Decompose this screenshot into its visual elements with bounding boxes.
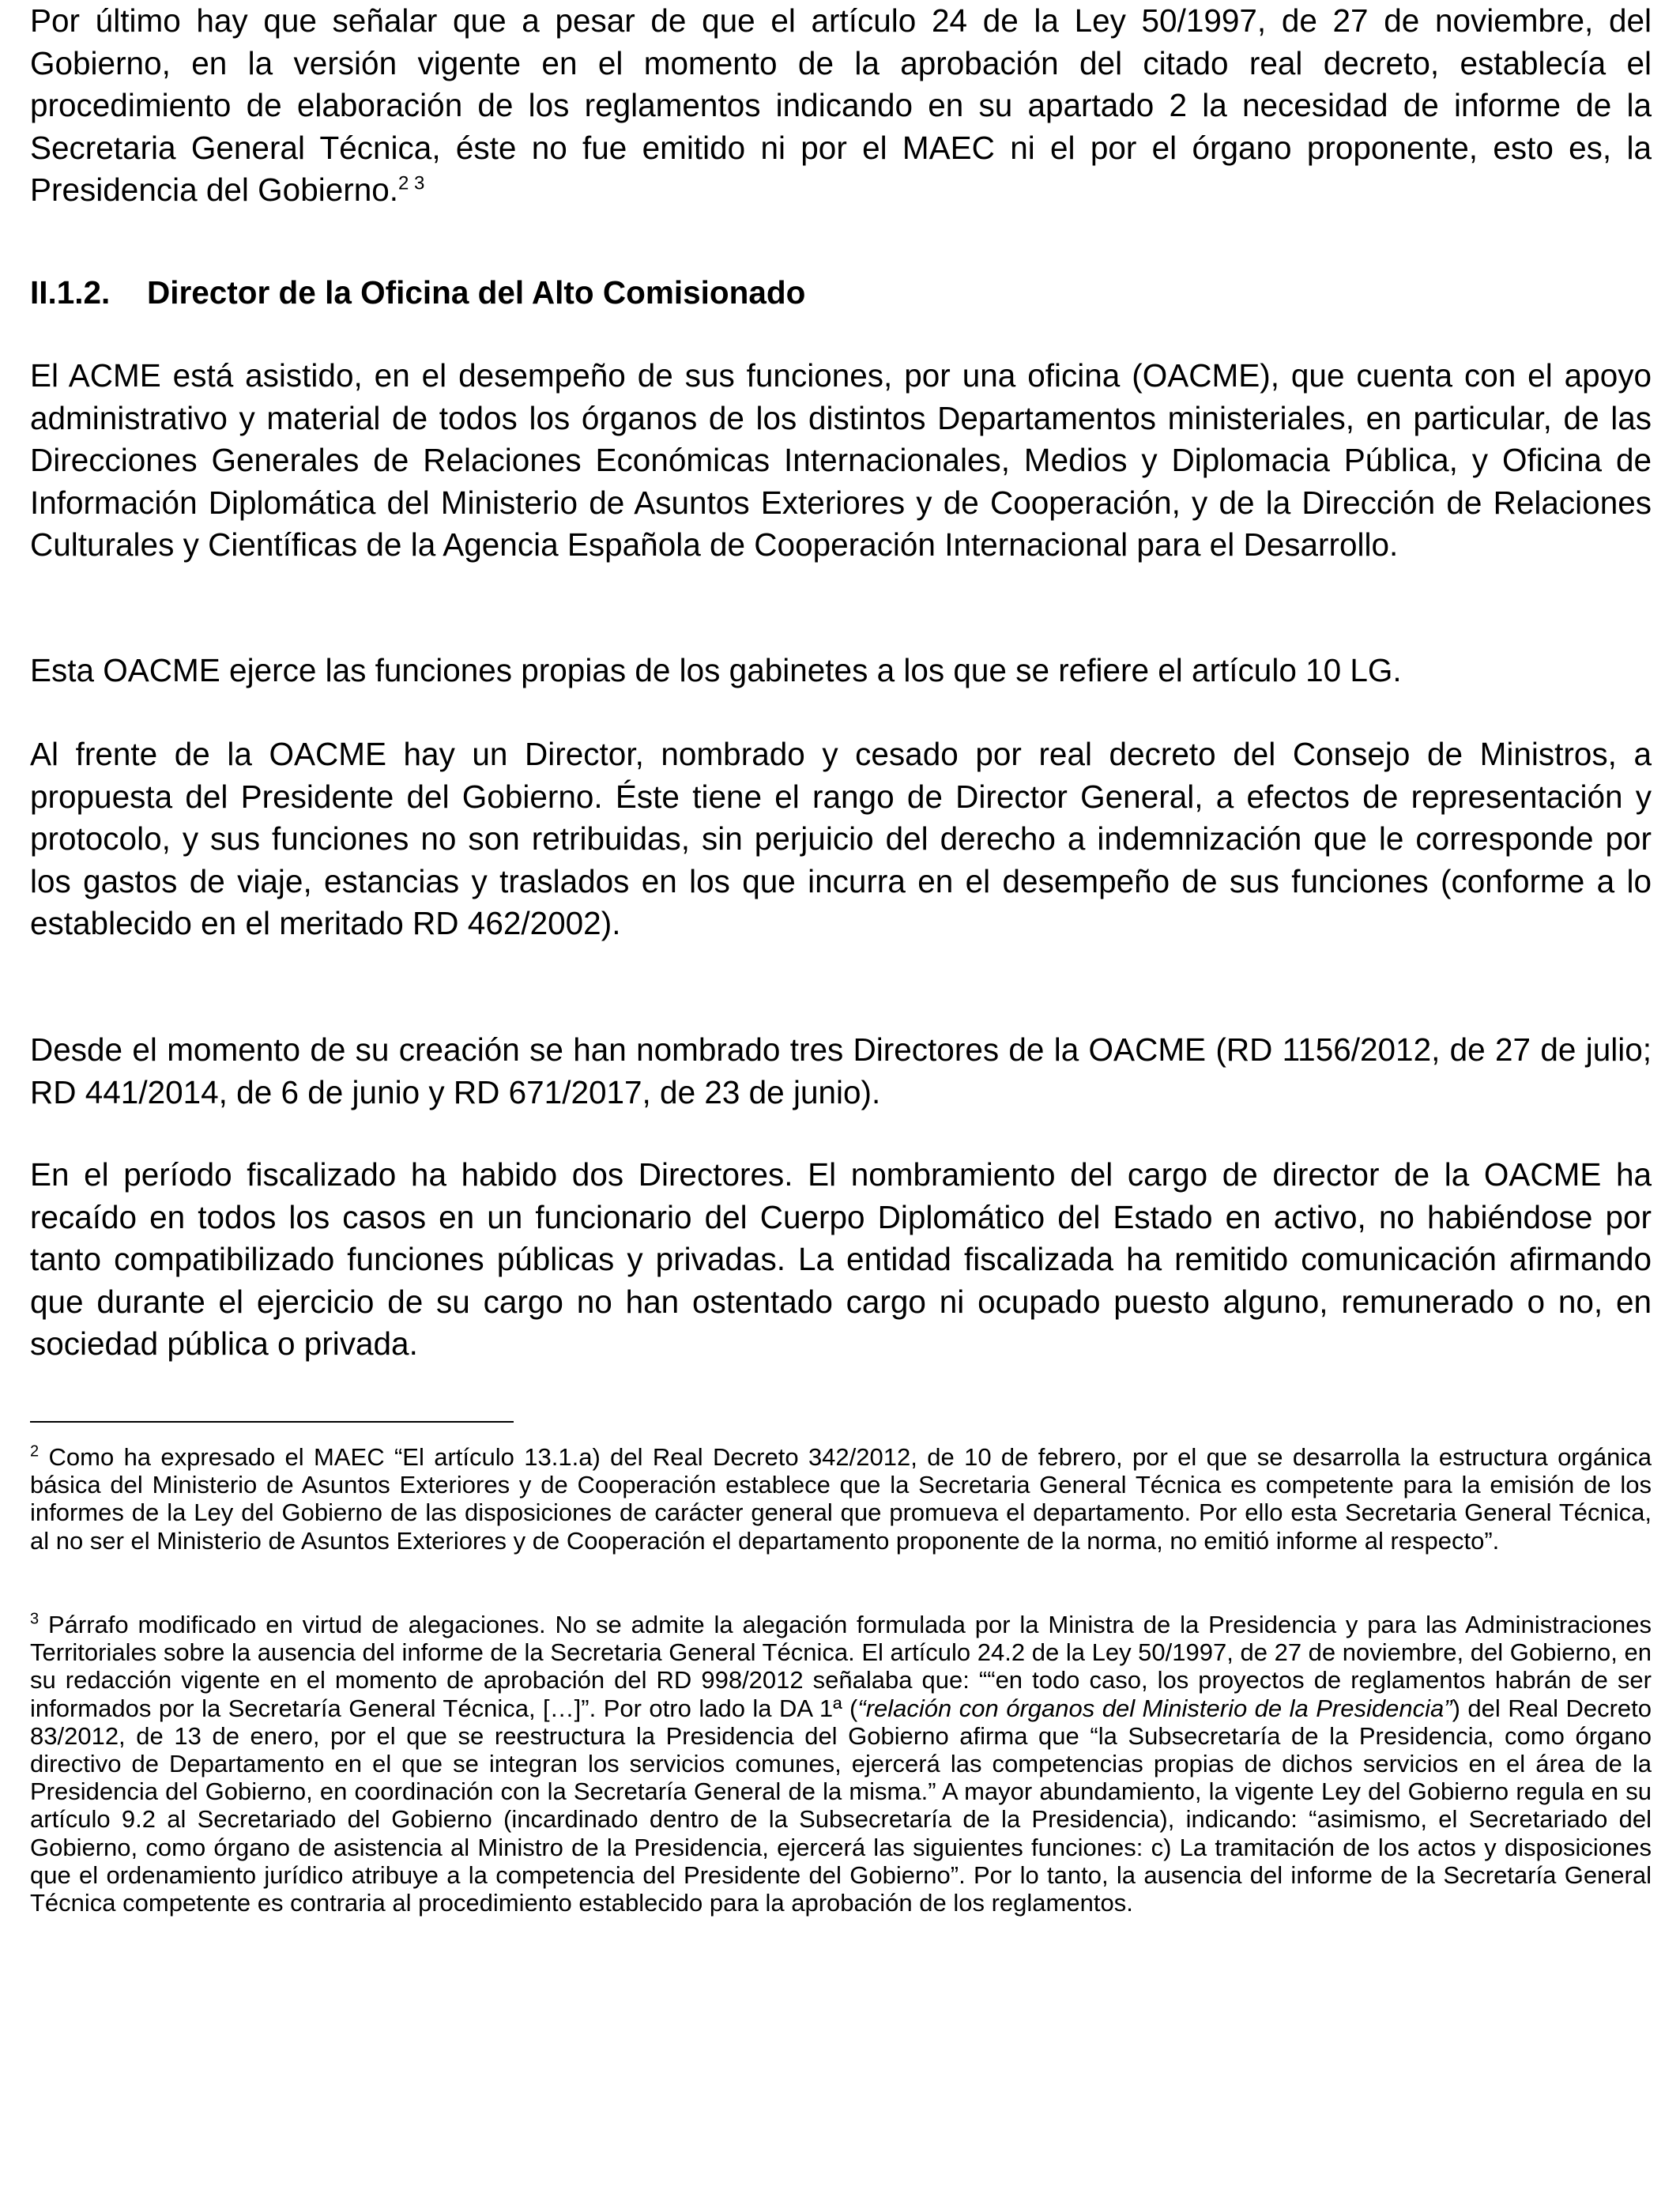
footnote-mark: 3: [30, 1610, 40, 1628]
footnote-italic-quote: “relación con órganos del Ministerio de la Presidencia”: [857, 1694, 1452, 1722]
section-number: II.1.2.: [30, 274, 111, 311]
paragraph-oacme-oficina: El ACME está asistido, en el desempeño de sus funciones, por una oficina (OACME), que cuenta con el apoyo administrativo y material de todos los órganos de los distintos Departamentos ministeriales, en particular, de las Direcciones Generales de Relaciones Económicas Internacionales, Medios y Diplomacia Pública, y Oficina de Información Diplomática del Ministerio de Asuntos Exteriores y de Cooperación, y de la Dirección de Relaciones Culturales y Científicas de la Agencia Española de Cooperación Internacional para el Desarrollo.: [30, 357, 1652, 564]
footnote-text: Párrafo modificado en virtud de alegaciones. No se admite la alegación formulada por la Ministra de la Presidencia y para las Administraciones Territoriales sobre la ausencia del informe de la Secretaria General Técnica. El artículo 24.2 de la Ley 50/1997, de 27 de noviembre, del Gobierno, en su redacción vigente en el momento de aprobación del RD 998/2012 señalaba que: ““en todo caso, los proyectos de reglamentos habrán de ser informados por la Secretaría General Técnica, […]”. Por otro lado la DA 1ª (: [30, 1611, 1652, 1722]
footnote-text-continued: ) del Real Decreto 83/2012, de 13 de enero, por el que se reestructura la Presidencia del Gobierno afirma que “la Subsecretaría de la Presidencia, como órgano directivo de Departamento en el que se integran los servicios comunes, ejercerá las competencias propias de dichos servicios en el área de la Presidencia del Gobierno, en coordinación con la Secretaría General de la misma.” A mayor abundamiento, la vigente Ley del Gobierno regula en su artículo 9.2 al Secretariado del Gobierno (incardinado dentro de la Subsecretaría de la Presidencia), indicando: “asimismo, el Secretariado del Gobierno, como órgano de asistencia al Ministro de la Presidencia, ejercerá las siguientes funciones: c) La tramitación de los actos y disposiciones que el ordenamiento jurídico atribuye a la competencia del Presidente del Gobierno”. Por lo tanto, la ausencia del informe de la Secretaría General Técnica competente es contraria al procedimiento establecido para la aprobación de los reglamentos.: [30, 1694, 1652, 1917]
footnote-separator: [30, 1421, 514, 1423]
paragraph-nombramientos: Desde el momento de su creación se han nombrado tres Directores de la OACME (RD 1156/2012, de 27 de julio; RD 441/2014, de 6 de junio y RD 671/2017, de 23 de junio).: [30, 1031, 1652, 1110]
footnote-3: [30, 1611, 1652, 1917]
paragraph-secretaria-informe: [30, 0, 1652, 212]
footnote-2: [30, 1443, 1652, 1555]
paragraph-director-oacme: Al frente de la OACME hay un Director, nombrado y cesado por real decreto del Consejo de Ministros, a propuesta del Presidente del Gobierno. Éste tiene el rango de Director General, a efectos de representación y protocolo, y sus funciones no son retribuidas, sin perjuicio del derecho a indemnización que le corresponde por los gastos de viaje, estancias y traslados en los que incurra en el desempeño de sus funciones (conforme a lo establecido en el meritado RD 462/2002).: [30, 736, 1652, 942]
paragraph-gabinetes: Esta OACME ejerce las funciones propias de los gabinetes a los que se refiere el artículo 10 LG.: [30, 652, 1402, 688]
footnote-text: Como ha expresado el MAEC “El artículo 13.1.a) del Real Decreto 342/2012, de 10 de febrero, por el que se desarrolla la estructura orgánica básica del Ministerio de Asuntos Exteriores y de Cooperación establece que la Secretaria General Técnica es competente para la emisión de los informes de la Ley del Gobierno de las disposiciones de carácter general que promueva el departamento. Por ello esta Secretaria General Técnica, al no ser el Ministerio de Asuntos Exteriores y de Cooperación el departamento proponente de la norma, no emitió informe al respecto”.: [30, 1443, 1652, 1555]
paragraph-text: Por último hay que señalar que a pesar de que el artículo 24 de la Ley 50/1997, de 27 de noviembre, del Gobierno, en la versión vigente en el momento de la aprobación del citado real decreto, establecía el procedimiento de elaboración de los reglamentos indicando en su apartado 2 la necesidad de informe de la Secretaria General Técnica, éste no fue emitido ni por el MAEC ni el por el órgano proponente, esto es, la Presidencia del Gobierno.: [30, 2, 1652, 209]
footnote-reference[interactable]: 2 3: [398, 172, 425, 194]
paragraph-periodo-fiscalizado: En el período fiscalizado ha habido dos Directores. El nombramiento del cargo de director de la OACME ha recaído en todos los casos en un funcionario del Cuerpo Diplomático del Estado en activo, no habiéndose por tanto compatibilizado funciones públicas y privadas. La entidad fiscalizada ha remitido comunicación afirmando que durante el ejercicio de su cargo no han ostentado cargo ni ocupado puesto alguno, remunerado o no, en sociedad pública o privada.: [30, 1156, 1652, 1363]
section-title: Director de la Oficina del Alto Comisionado: [147, 274, 806, 311]
footnote-mark: 2: [30, 1442, 40, 1461]
section-heading: [30, 271, 1652, 314]
